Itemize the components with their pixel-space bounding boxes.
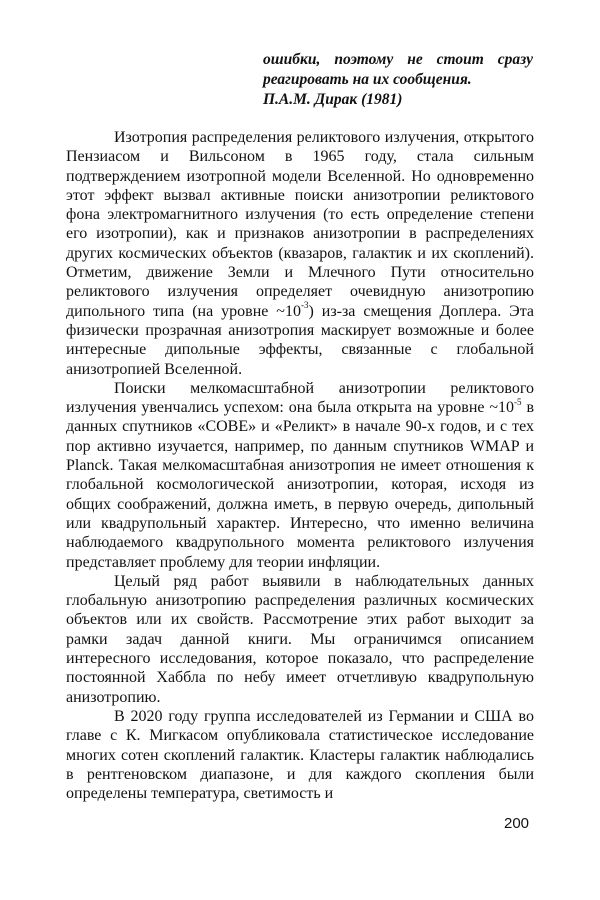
paragraph-2-exponent: -5: [514, 396, 522, 407]
paragraph-1: [66, 128, 534, 379]
paragraph-2: [66, 379, 534, 572]
paragraph-3: [66, 572, 534, 707]
epigraph-line-1: ошибки, поэтому не стоит сразу: [263, 51, 533, 68]
page-number: 200: [504, 815, 530, 832]
epigraph-author: П.А.М. Дирак (1981): [263, 91, 403, 108]
paragraph-1-text-b: ) из-за смещения Доплера. Эта физически прозрачная анизотропия маскирует возможные и более интересные дипольные эффекты, связанные с глобальной анизотропией Вселенной.: [66, 302, 534, 378]
paragraph-4-text: В 2020 году группа исследователей из Германии и США во главе с К. Мигкасом опубликовала статистическое исследование многих сотен скоплений галактик. Кластеры галактик наблюдались в рентгеновском диапазоне, и для каждого скопления были определены температура, светимость и: [66, 707, 534, 803]
paragraph-1-text-a: Изотропия распределения реликтового излучения, открытого Пензиасом и Вильсоном в 1965 году, стала сильным подтверждением изотропной модели Вселенной. Но одновременно этот эффект вызвал активные поиски анизотропии реликтового фона электромагнитного излучения (то есть определение степени его изотропии), как и признаков анизотропии в распределениях других космических объектов (квазаров, галактик и их скоплений). Отметим, движение Земли и Млечного Пути относительно реликтового излучения определяет очевидную анизотропию дипольного типа (на уровне ~10: [66, 129, 534, 320]
epigraph-line-2: реагировать на их сообщения.: [263, 71, 472, 88]
epigraph: [263, 50, 533, 110]
paragraph-2-text-a: Поиски мелкомасштабной анизотропии реликтового излучения увенчались успехом: она была открыта на уровне ~10: [66, 379, 534, 417]
body-text: [66, 128, 534, 803]
paragraph-3-text: Целый ряд работ выявили в наблюдательных данных глобальную анизотропию распределения различных космических объектов или их свойств. Рассмотрение этих работ выходит за рамки задач данной книги. Мы ограничимся описанием интересного исследования, которое показало, что распределение постоянной Хаббла по небу имеет отчетливую квадрупольную анизотропию.: [66, 572, 534, 706]
paragraph-2-text-b: в данных спутников «COBE» и «Реликт» в начале 90-х годов, и с тех пор активно изучается, например, по данным спутников WMAP и Planck. Такая мелкомасштабная анизотропия не имеет отношения к глобальной космологической анизотропии, которая, исходя из общих соображений, должна иметь, в первую очередь, дипольный или квадрупольный характер. Интересно, что именно величина наблюдаемого квадрупольного момента реликтового излучения представляет проблему для теории инфляции.: [66, 399, 535, 571]
paragraph-1-exponent: -3: [300, 300, 309, 311]
paragraph-4: [66, 707, 534, 803]
